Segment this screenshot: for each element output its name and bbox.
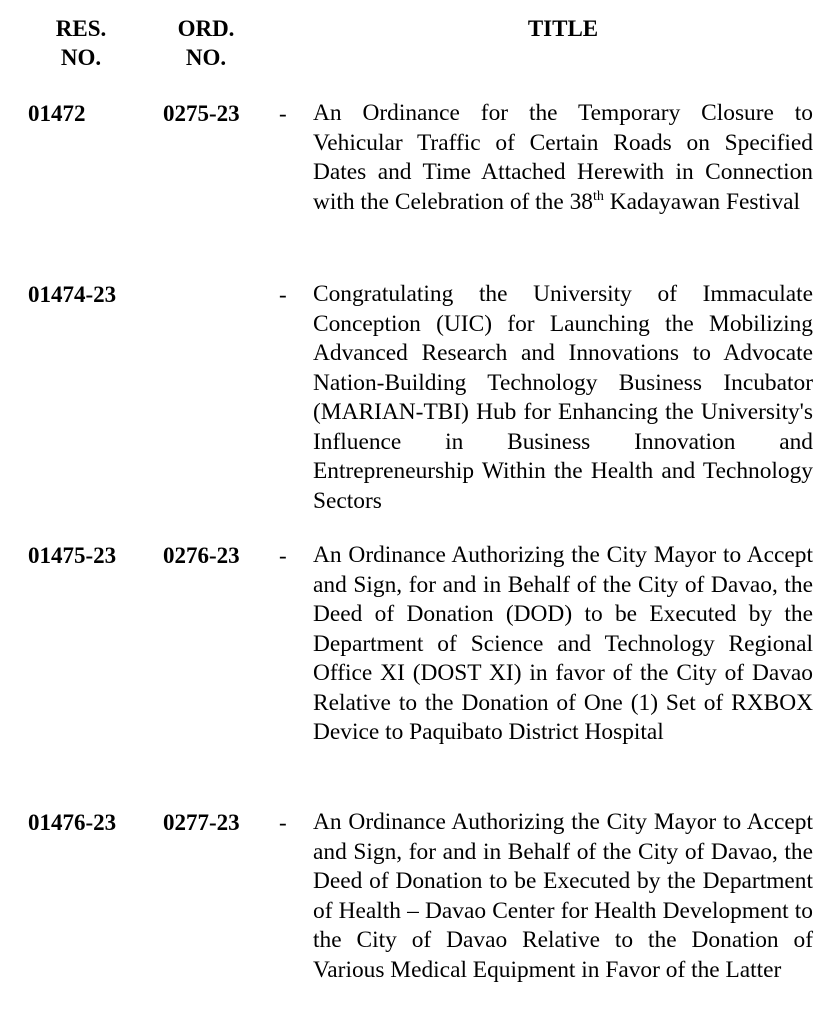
res-no-header [38,14,124,72]
res-number: 01474-23 [28,282,117,307]
ord-no-header [160,14,252,72]
entry-title-text: An Ordinance for the Temporary Closure to Vehicular Traffic of Certain Roads on Specified Dates and Time Attached Herewith in Connection with the Celebration of the 38 [313,100,813,215]
separator-dash: - [279,101,287,126]
entry-title: An Ordinance Authorizing the City Mayor to Accept and Sign, for and in Behalf of the City of Davao, the Deed of Donation (DOD) to be Executed by the Department of Science and Technology Regional Office XI (DOST XI) in favor of the City of Davao Relative to the Donation of One (1) Set of RXBOX Device to Paquibato District Hospital [313,542,813,745]
entry-title: An Ordinance Authorizing the City Mayor to Accept and Sign, for and in Behalf of the City of Davao, the Deed of Donation to be Executed by the Department of Health – Davao Center for Health Development to the City of Davao Relative to the Donation of Various Medical Equipment in Favor of the Latter [313,809,813,983]
ord-no-header-line1: ORD. [177,16,235,41]
ord-number: 0276-23 [163,543,240,568]
res-no-header-line2: NO. [60,45,102,70]
ord-number: 0277-23 [163,810,240,835]
ord-no-header-line2: NO. [185,45,227,70]
title-header: TITLE [527,16,599,41]
ord-number: 0275-23 [163,101,240,126]
res-number: 01475-23 [28,543,117,568]
entry-title: Congratulating the University of Immaculate Conception (UIC) for Launching the Mobilizing Advanced Research and Innovations to Advocate Nation-Building Technology Business Incubator (MARIAN-TBI) Hub for Enhancing the University's Influence in Business Innovation and Entrepreneurship Within the Health and Technology Sectors [313,281,813,514]
separator-dash: - [279,810,287,835]
res-no-header-line1: RES. [55,16,107,41]
separator-dash: - [279,543,287,568]
res-number: 01472 [28,101,86,126]
ordinal-suffix: th [592,188,604,204]
entry-title-text-end: Kadayawan Festival [603,188,801,215]
res-number: 01476-23 [28,810,117,835]
entry-title [313,99,813,217]
separator-dash: - [279,282,287,307]
